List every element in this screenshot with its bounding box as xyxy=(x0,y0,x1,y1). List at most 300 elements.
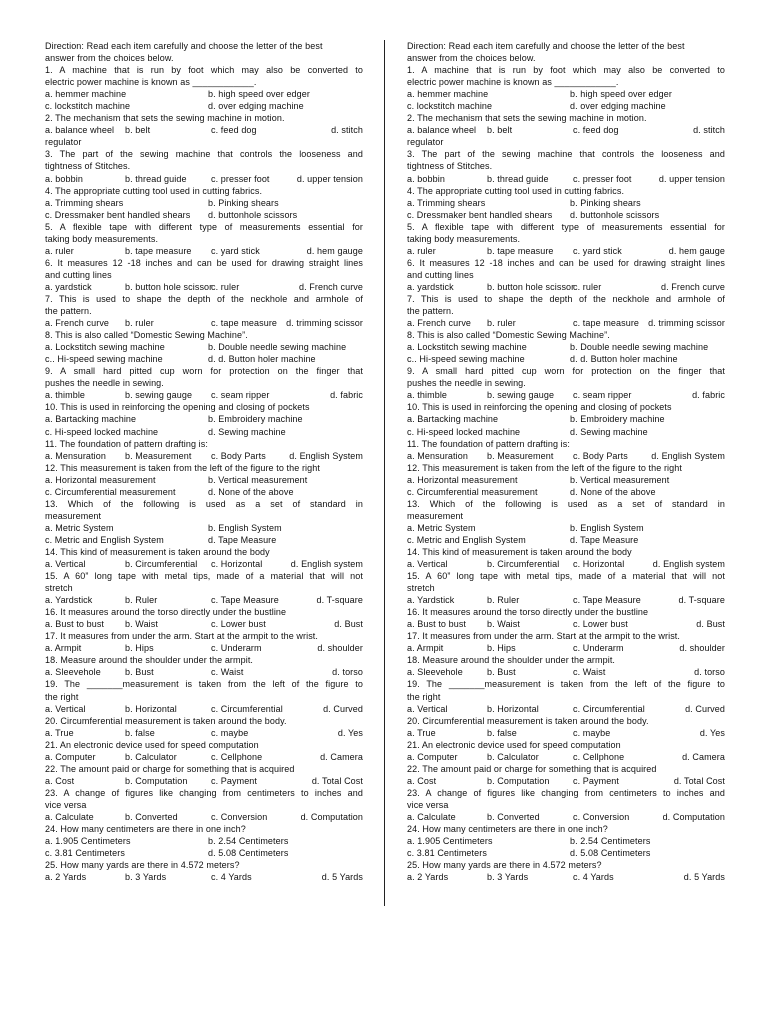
question-text: 15. A 60” long tape with metal tips, made of a material that will not xyxy=(45,571,363,582)
answer-choice[interactable]: c. 4 Yards xyxy=(211,872,252,883)
question-item xyxy=(407,546,725,570)
answer-choice[interactable]: d. Computation xyxy=(300,812,363,822)
question-item xyxy=(407,257,725,293)
answer-choice[interactable]: d. Curved xyxy=(685,703,725,714)
answer-choice[interactable]: b. Ruler xyxy=(125,595,158,606)
answer-choice[interactable]: a. Bust to bust xyxy=(45,619,105,630)
question-text: 6. It measures 12 -18 inches and can be used for drawing straight lines xyxy=(45,257,363,268)
question-text: 2. The mechanism that sets the sewing machine in motion. xyxy=(45,113,285,124)
answer-choice[interactable]: a. hemmer machine xyxy=(45,89,127,100)
answer-choice[interactable]: c. Payment xyxy=(211,775,258,786)
answer-choice[interactable]: c. 3.81 Centimeters xyxy=(407,848,487,859)
answer-choice[interactable]: c. Tape Measure xyxy=(211,595,279,606)
answer-choice[interactable]: b. Bust xyxy=(487,667,516,678)
choice-row xyxy=(407,426,725,438)
answer-choice[interactable]: c. 3.81 Centimeters xyxy=(45,848,125,859)
choice-row xyxy=(45,136,363,148)
answer-choice[interactable]: a. French curve xyxy=(407,318,472,329)
answer-choice[interactable]: d. Total Cost xyxy=(311,775,363,786)
question-item xyxy=(45,606,363,630)
answer-choice[interactable]: b. 3 Yards xyxy=(125,872,167,883)
question-item xyxy=(407,763,725,787)
answer-choice[interactable]: d. French curve xyxy=(660,281,725,292)
question-text: 3. The part of the sewing machine that controls the looseness and xyxy=(407,149,725,160)
answer-choice[interactable]: a. Bartacking machine xyxy=(45,414,137,425)
choice-row xyxy=(45,426,363,438)
question-text: measurement xyxy=(407,510,464,521)
question-item xyxy=(45,438,363,462)
answer-choice[interactable]: d. d. Button holer machine xyxy=(570,354,678,365)
direction-line: answer from the choices below. xyxy=(407,53,536,64)
choice-row xyxy=(407,173,725,185)
answer-choice[interactable]: a. Vertical xyxy=(407,559,448,570)
answer-choice[interactable]: d. stitch xyxy=(693,125,725,136)
answer-choice[interactable]: c. lockstitch machine xyxy=(407,101,493,112)
answer-choice[interactable]: d. over edging machine xyxy=(208,101,304,112)
answer-choice[interactable]: c. Metric and English System xyxy=(407,534,526,545)
answer-choice[interactable]: c. Underarm xyxy=(211,643,262,654)
answer-choice[interactable]: b. sewing gauge xyxy=(487,390,555,401)
answer-choice[interactable]: c. Horizontal xyxy=(211,559,263,570)
answer-choice[interactable]: c. Body Parts xyxy=(211,450,266,461)
answer-choice[interactable]: a. Calculate xyxy=(45,812,94,822)
answer-choice[interactable]: b. Circumferential xyxy=(125,559,198,570)
choice-row xyxy=(407,281,725,293)
answer-choice[interactable]: c. feed dog xyxy=(573,125,619,136)
choice-row xyxy=(45,450,363,462)
answer-choice[interactable]: d. upper tension xyxy=(658,173,725,184)
answer-choice[interactable]: c. Hi-speed locked machine xyxy=(45,426,159,437)
answer-choice[interactable]: d. torso xyxy=(694,667,725,678)
question-item xyxy=(45,112,363,148)
answer-choice[interactable]: d. 5 Yards xyxy=(683,872,725,883)
answer-choice[interactable]: a. hemmer machine xyxy=(407,89,489,100)
answer-choice[interactable]: c. Circumferential xyxy=(211,703,283,714)
answer-choice[interactable]: d. Bust xyxy=(696,619,725,630)
answer-choice[interactable]: b. Hips xyxy=(125,643,154,654)
answer-choice[interactable]: a. bobbin xyxy=(45,173,83,184)
choice-row xyxy=(45,389,363,401)
answer-choice[interactable]: d. Yes xyxy=(337,727,363,738)
answer-choice[interactable]: d. hem gauge xyxy=(668,245,725,256)
answer-choice[interactable]: b. Double needle sewing machine xyxy=(208,342,347,353)
answer-choice[interactable]: c. yard stick xyxy=(573,245,622,256)
direction-line: answer from the choices below. xyxy=(45,53,174,64)
question-text: 17. It measures from under the arm. Start at the armpit to the wrist. xyxy=(407,631,681,642)
answer-choice[interactable]: a. Horizontal measurement xyxy=(407,474,518,485)
answer-choice[interactable]: d. buttonhole scissors xyxy=(208,209,298,220)
answer-choice[interactable]: b. Computation xyxy=(125,775,188,786)
choice-row xyxy=(45,88,363,100)
answer-choice[interactable]: d. Curved xyxy=(323,703,363,714)
question-text: the pattern. xyxy=(45,306,92,317)
question-item xyxy=(407,739,725,763)
choice-row xyxy=(45,209,363,221)
question-text: 5. A flexible tape with different type of measurements essential for xyxy=(45,221,363,232)
question-item xyxy=(407,462,725,498)
answer-choice[interactable]: a. Trimming shears xyxy=(45,197,124,208)
answer-choice[interactable]: a. Calculate xyxy=(407,812,456,822)
question-text: 9. A small hard pitted cup worn for protection on the finger that xyxy=(45,366,363,377)
answer-choice[interactable]: b. 2.54 Centimeters xyxy=(208,836,289,847)
answer-choice[interactable]: b. ruler xyxy=(487,318,516,329)
answer-choice[interactable]: a. Yardstick xyxy=(45,595,93,606)
answer-choice[interactable]: a. bobbin xyxy=(407,173,445,184)
question-item xyxy=(407,401,725,437)
choice-row xyxy=(407,522,725,534)
answer-choice[interactable]: b. Ruler xyxy=(487,595,520,606)
question-text: taking body measurements. xyxy=(45,233,159,244)
question-text: vice versa xyxy=(45,799,87,810)
answer-choice[interactable]: a. Computer xyxy=(45,751,96,762)
answer-choice[interactable]: c. Circumferential measurement xyxy=(407,486,538,497)
question-text: 15. A 60” long tape with metal tips, made of a material that will not xyxy=(407,571,725,582)
answer-choice[interactable]: b. tape measure xyxy=(125,245,192,256)
answer-choice[interactable]: b. button hole scissor xyxy=(125,281,213,292)
answer-choice[interactable]: a. 2 Yards xyxy=(45,872,87,883)
answer-choice[interactable]: c. Lower bust xyxy=(573,619,628,630)
answer-choice[interactable]: b. belt xyxy=(125,125,151,136)
question-text: 12. This measurement is taken from the left of the figure to the right xyxy=(407,462,682,473)
question-text: 8. This is also called “Domestic Sewing Machine”. xyxy=(407,330,610,341)
answer-choice[interactable]: c. maybe xyxy=(211,727,249,738)
question-text: 18. Measure around the shoulder under the armpit. xyxy=(45,655,254,666)
answer-choice[interactable]: d. English System xyxy=(651,450,725,461)
answer-choice[interactable]: a. Trimming shears xyxy=(407,197,486,208)
answer-choice[interactable]: a. Mensuration xyxy=(407,450,468,461)
choice-row xyxy=(45,703,363,715)
answer-choice[interactable]: a. thimble xyxy=(45,390,86,401)
question-text: 16. It measures around the torso directly under the bustline xyxy=(45,607,287,618)
answer-choice[interactable]: b. Pinking shears xyxy=(208,197,279,208)
answer-choice[interactable]: a. Vertical xyxy=(45,703,86,714)
answer-choice[interactable]: c. Conversion xyxy=(211,812,268,822)
question-text: 23. A change of figures like changing from centimeters to inches and xyxy=(45,787,363,798)
answer-choice[interactable]: d. None of the above xyxy=(208,486,294,497)
answer-choice[interactable]: c. Lower bust xyxy=(211,619,266,630)
answer-choice[interactable]: a. yardstick xyxy=(407,281,454,292)
answer-choice[interactable]: c. yard stick xyxy=(211,245,260,256)
choice-row xyxy=(407,727,725,739)
answer-choice[interactable]: b. Waist xyxy=(125,619,158,630)
question-text: 19. The _______measurement is taken from the left of the figure to xyxy=(407,679,725,690)
answer-choice[interactable]: d. upper tension xyxy=(296,173,363,184)
answer-choice[interactable]: b. Calculator xyxy=(487,751,539,762)
question-text: 21. An electronic device used for speed computation xyxy=(45,739,259,750)
answer-choice[interactable]: b. Embroidery machine xyxy=(570,414,665,425)
question-item xyxy=(45,787,363,823)
answer-choice[interactable]: b. Vertical measurement xyxy=(570,474,670,485)
answer-choice[interactable]: b. button hole scissor xyxy=(487,281,575,292)
answer-choice[interactable]: d. Camera xyxy=(320,751,363,762)
answer-choice[interactable]: a. Armpit xyxy=(407,643,444,654)
answer-choice[interactable]: a. French curve xyxy=(45,318,110,329)
answer-choice[interactable]: d. stitch xyxy=(331,125,363,136)
answer-choice[interactable]: d. Tape Measure xyxy=(570,534,639,545)
choice-row xyxy=(407,413,725,425)
answer-choice[interactable]: d. English system xyxy=(290,559,363,570)
answer-choice[interactable]: c.. Hi-speed sewing machine xyxy=(45,354,163,365)
answer-choice[interactable]: d. Sewing machine xyxy=(208,426,286,437)
answer-choice[interactable]: c. seam ripper xyxy=(573,390,632,401)
answer-choice[interactable]: d. trimming scissor xyxy=(648,318,725,329)
choice-row xyxy=(45,811,363,823)
answer-choice[interactable]: b. Measurement xyxy=(125,450,192,461)
question-item xyxy=(407,715,725,739)
choice-row xyxy=(45,124,363,136)
answer-choice[interactable]: b. thread guide xyxy=(487,173,549,184)
answer-choice[interactable]: a. ruler xyxy=(407,245,436,256)
answer-choice[interactable]: b. Double needle sewing machine xyxy=(570,342,709,353)
choice-row xyxy=(45,558,363,570)
answer-choice[interactable]: c. Metric and English System xyxy=(45,534,164,545)
answer-choice[interactable]: c. Waist xyxy=(211,667,244,678)
answer-choice[interactable]: d. over edging machine xyxy=(570,101,666,112)
question-text: 14. This kind of measurement is taken around the body xyxy=(45,546,270,557)
answer-choice[interactable]: b. high speed over edger xyxy=(570,89,672,100)
answer-choice[interactable]: c.. Hi-speed sewing machine xyxy=(407,354,525,365)
answer-choice[interactable]: a. True xyxy=(407,727,436,738)
answer-choice[interactable]: b. English System xyxy=(208,522,282,533)
answer-choice[interactable]: c. maybe xyxy=(573,727,611,738)
answer-choice[interactable]: a. 2 Yards xyxy=(407,872,449,883)
question-text: tightness of Stitches. xyxy=(407,161,493,172)
choice-row xyxy=(45,534,363,546)
answer-choice[interactable]: a. Lockstitch sewing machine xyxy=(407,342,527,353)
answer-choice[interactable]: regulator xyxy=(45,137,82,148)
question-text: 10. This is used in reinforcing the opening and closing of pockets xyxy=(45,402,310,413)
choice-row xyxy=(407,389,725,401)
answer-choice[interactable]: c. seam ripper xyxy=(211,390,270,401)
answer-choice[interactable]: c. Payment xyxy=(573,775,620,786)
question-text: 8. This is also called “Domestic Sewing Machine”. xyxy=(45,330,248,341)
answer-choice[interactable]: a. Cost xyxy=(45,775,75,786)
question-item xyxy=(45,859,363,883)
answer-choice[interactable]: b. high speed over edger xyxy=(208,89,310,100)
question-text: 10. This is used in reinforcing the opening and closing of pockets xyxy=(407,402,672,413)
choice-row xyxy=(407,341,725,353)
choice-row xyxy=(45,847,363,859)
question-text: pushes the needle in sewing. xyxy=(407,378,526,389)
question-item xyxy=(45,185,363,221)
answer-choice[interactable]: c. Dressmaker bent handled shears xyxy=(45,209,191,220)
answer-choice[interactable]: c. Underarm xyxy=(573,643,624,654)
answer-choice[interactable]: d. hem gauge xyxy=(306,245,363,256)
answer-choice[interactable]: d. French curve xyxy=(298,281,363,292)
answer-choice[interactable]: a. thimble xyxy=(407,390,448,401)
answer-choice[interactable]: d. buttonhole scissors xyxy=(570,209,660,220)
answer-choice[interactable]: d. 5.08 Centimeters xyxy=(570,848,651,859)
answer-choice[interactable]: a. Mensuration xyxy=(45,450,106,461)
answer-choice[interactable]: a. 1.905 Centimeters xyxy=(407,836,493,847)
question-text: 19. The _______measurement is taken from the left of the figure to xyxy=(45,679,363,690)
answer-choice[interactable]: d. 5.08 Centimeters xyxy=(208,848,289,859)
choice-row xyxy=(407,594,725,606)
question-text: 2. The mechanism that sets the sewing machine in motion. xyxy=(407,113,647,124)
answer-choice[interactable]: c. Cellphone xyxy=(211,751,263,762)
question-text: 13. Which of the following is used as a set of standard in xyxy=(407,498,725,509)
question-item xyxy=(45,293,363,329)
answer-choice[interactable]: a. Sleevehole xyxy=(45,667,101,678)
answer-choice[interactable]: c. Horizontal xyxy=(573,559,625,570)
question-text: stretch xyxy=(45,583,73,594)
question-text: the right xyxy=(407,691,441,702)
choice-row xyxy=(45,413,363,425)
answer-choice[interactable]: a. Metric System xyxy=(45,522,114,533)
answer-choice[interactable]: c. Conversion xyxy=(573,812,630,822)
answer-choice[interactable]: a. Horizontal measurement xyxy=(45,474,156,485)
answer-choice[interactable]: a. Sleevehole xyxy=(407,667,463,678)
answer-choice[interactable]: d. shoulder xyxy=(317,643,363,654)
answer-choice[interactable]: d. Total Cost xyxy=(673,775,725,786)
answer-choice[interactable]: a. Vertical xyxy=(45,559,86,570)
answer-choice[interactable]: a. True xyxy=(45,727,74,738)
question-item xyxy=(407,570,725,606)
answer-choice[interactable]: a. Cost xyxy=(407,775,437,786)
question-item xyxy=(45,64,363,112)
question-item xyxy=(45,148,363,184)
answer-choice[interactable]: c. Cellphone xyxy=(573,751,625,762)
answer-choice[interactable]: b. Horizontal xyxy=(125,703,177,714)
answer-choice[interactable]: a. Yardstick xyxy=(407,595,455,606)
answer-choice[interactable]: a. Computer xyxy=(407,751,458,762)
choice-row xyxy=(407,136,725,148)
answer-choice[interactable]: d. English System xyxy=(289,450,363,461)
answer-choice[interactable]: b. Circumferential xyxy=(487,559,560,570)
question-text: electric power machine is known as ____________. xyxy=(407,77,619,88)
choice-row xyxy=(407,811,725,823)
answer-choice[interactable]: d. Yes xyxy=(699,727,725,738)
question-item xyxy=(45,678,363,714)
answer-choice[interactable]: a. 1.905 Centimeters xyxy=(45,836,131,847)
choice-row xyxy=(45,751,363,763)
answer-choice[interactable]: d. fabric xyxy=(330,390,363,401)
answer-choice[interactable]: d. torso xyxy=(332,667,363,678)
answer-choice[interactable]: b. Bust xyxy=(125,667,154,678)
answer-choice[interactable]: d. T-square xyxy=(316,595,363,606)
answer-choice[interactable]: d. Bust xyxy=(334,619,363,630)
question-text: 12. This measurement is taken from the left of the figure to the right xyxy=(45,462,320,473)
answer-choice[interactable]: a. balance wheel xyxy=(407,125,477,136)
answer-choice[interactable]: a. Armpit xyxy=(45,643,82,654)
answer-choice[interactable]: c. feed dog xyxy=(211,125,257,136)
choice-row xyxy=(45,474,363,486)
answer-choice[interactable]: b. Converted xyxy=(125,812,178,822)
question-text: 24. How many centimeters are there in one inch? xyxy=(45,824,246,835)
choice-row xyxy=(45,317,363,329)
question-text: 9. A small hard pitted cup worn for protection on the finger that xyxy=(407,366,725,377)
answer-choice[interactable]: d. Sewing machine xyxy=(570,426,648,437)
answer-choice[interactable]: a. Bust to bust xyxy=(407,619,467,630)
question-item xyxy=(45,739,363,763)
answer-choice[interactable]: c. Body Parts xyxy=(573,450,628,461)
answer-choice[interactable]: c. 4 Yards xyxy=(573,872,614,883)
answer-choice[interactable]: c. Tape Measure xyxy=(573,595,641,606)
answer-choice[interactable]: b. Computation xyxy=(487,775,550,786)
answer-choice[interactable]: c. Circumferential measurement xyxy=(45,486,176,497)
question-item xyxy=(407,221,725,257)
answer-choice[interactable]: d. shoulder xyxy=(679,643,725,654)
left-column xyxy=(45,40,363,883)
answer-choice[interactable]: b. thread guide xyxy=(125,173,187,184)
answer-choice[interactable]: d. Computation xyxy=(662,812,725,822)
question-item xyxy=(407,438,725,462)
answer-choice[interactable]: b. Horizontal xyxy=(487,703,539,714)
answer-choice[interactable]: a. yardstick xyxy=(45,281,92,292)
answer-choice[interactable]: b. belt xyxy=(487,125,513,136)
answer-choice[interactable]: c. lockstitch machine xyxy=(45,101,131,112)
answer-choice[interactable]: d. Tape Measure xyxy=(208,534,277,545)
question-item xyxy=(407,630,725,654)
answer-choice[interactable]: c. ruler xyxy=(573,281,602,292)
answer-choice[interactable]: d. English system xyxy=(652,559,725,570)
choice-row xyxy=(407,245,725,257)
answer-choice[interactable]: d. trimming scissor xyxy=(286,318,363,329)
answer-choice[interactable]: b. Hips xyxy=(487,643,516,654)
answer-choice[interactable]: c. tape measure xyxy=(211,318,278,329)
question-text: 16. It measures around the torso directly under the bustline xyxy=(407,607,649,618)
answer-choice[interactable]: b. Embroidery machine xyxy=(208,414,303,425)
answer-choice[interactable]: b. tape measure xyxy=(487,245,554,256)
answer-choice[interactable]: b. Measurement xyxy=(487,450,554,461)
answer-choice[interactable]: d. 5 Yards xyxy=(321,872,363,883)
question-item xyxy=(45,654,363,678)
answer-choice[interactable]: c. Dressmaker bent handled shears xyxy=(407,209,553,220)
answer-choice[interactable]: d. Camera xyxy=(682,751,725,762)
answer-choice[interactable]: d. T-square xyxy=(678,595,725,606)
question-item xyxy=(45,763,363,787)
answer-choice[interactable]: b. Calculator xyxy=(125,751,177,762)
answer-choice[interactable]: a. Lockstitch sewing machine xyxy=(45,342,165,353)
answer-choice[interactable]: c. Hi-speed locked machine xyxy=(407,426,521,437)
answer-choice[interactable]: a. balance wheel xyxy=(45,125,115,136)
answer-choice[interactable]: a. Bartacking machine xyxy=(407,414,499,425)
question-text: 24. How many centimeters are there in one inch? xyxy=(407,824,608,835)
answer-choice[interactable]: b. English System xyxy=(570,522,644,533)
answer-choice[interactable]: a. Metric System xyxy=(407,522,476,533)
answer-choice[interactable]: d. d. Button holer machine xyxy=(208,354,316,365)
answer-choice[interactable]: regulator xyxy=(407,137,444,148)
question-text: tightness of Stitches. xyxy=(45,161,131,172)
answer-choice[interactable]: b. sewing gauge xyxy=(125,390,193,401)
question-item xyxy=(45,257,363,293)
answer-choice[interactable]: b. Pinking shears xyxy=(570,197,641,208)
answer-choice[interactable]: a. Vertical xyxy=(407,703,448,714)
question-item xyxy=(407,654,725,678)
question-text: 23. A change of figures like changing from centimeters to inches and xyxy=(407,787,725,798)
answer-choice[interactable]: b. Converted xyxy=(487,812,540,822)
question-text: 6. It measures 12 -18 inches and can be used for drawing straight lines xyxy=(407,257,725,268)
answer-choice[interactable]: c. Waist xyxy=(573,667,606,678)
answer-choice[interactable]: b. Waist xyxy=(487,619,520,630)
answer-choice[interactable]: d. None of the above xyxy=(570,486,656,497)
answer-choice[interactable]: b. false xyxy=(125,727,155,738)
answer-choice[interactable]: a. ruler xyxy=(45,245,74,256)
answer-choice[interactable]: c. ruler xyxy=(211,281,240,292)
answer-choice[interactable]: c. presser foot xyxy=(211,173,270,184)
answer-choice[interactable]: b. 3 Yards xyxy=(487,872,529,883)
answer-choice[interactable]: c. tape measure xyxy=(573,318,640,329)
answer-choice[interactable]: d. fabric xyxy=(692,390,725,401)
choice-row xyxy=(407,124,725,136)
question-text: 3. The part of the sewing machine that controls the looseness and xyxy=(45,149,363,160)
answer-choice[interactable]: b. ruler xyxy=(125,318,154,329)
answer-choice[interactable]: b. 2.54 Centimeters xyxy=(570,836,651,847)
answer-choice[interactable]: c. Circumferential xyxy=(573,703,645,714)
answer-choice[interactable]: c. presser foot xyxy=(573,173,632,184)
answer-choice[interactable]: b. false xyxy=(487,727,517,738)
answer-choice[interactable]: b. Vertical measurement xyxy=(208,474,308,485)
